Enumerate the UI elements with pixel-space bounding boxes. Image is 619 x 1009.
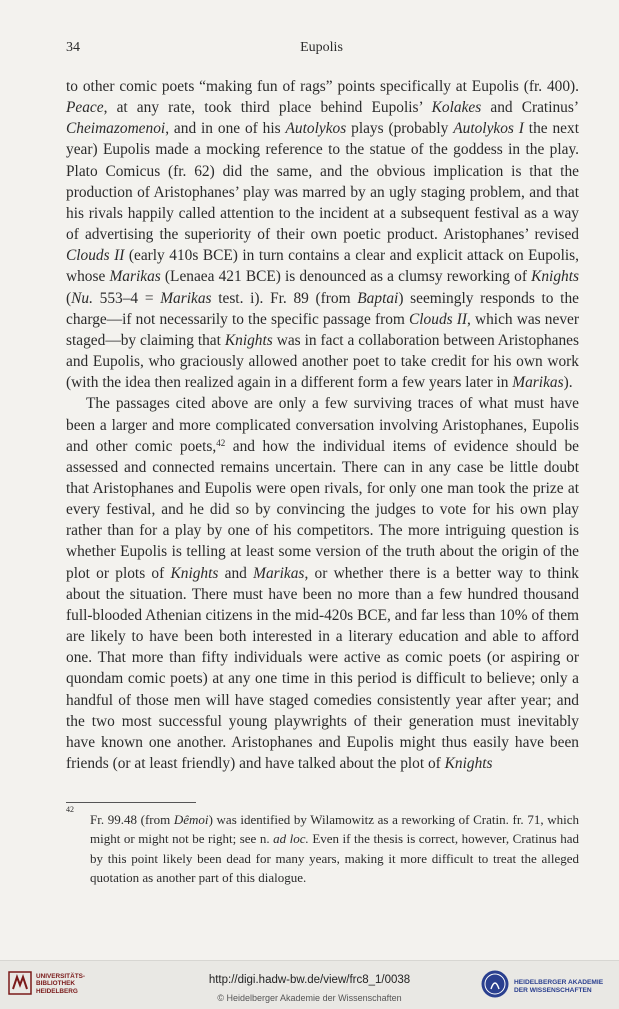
italic-title: Kolakes [431, 99, 482, 117]
permalink-url[interactable]: http://digi.hadw-bw.de/view/frc8_1/0038 [208, 974, 411, 986]
footnote-rule [66, 802, 196, 803]
footnote-text: Fr. 99.48 (from Dêmoi) was identified by Wilamowitz as a reworking of Cratin. fr. 71, which might or might not be right; see n. ad loc. Even if the thesis is correct, however, Cratinus had by this point likely been dead for many years, making it more difficult to treat the alleged quotation as another part of this dialogue. [90, 812, 579, 885]
italic-title: Knights [531, 268, 579, 286]
page-number: 34 [66, 40, 80, 55]
hadw-seal-icon [480, 969, 510, 999]
ub-logo-line-3: HEIDELBERG [36, 987, 78, 995]
italic-title: Dêmoi [173, 812, 209, 827]
italic-title: ad loc. [273, 831, 309, 847]
paragraph-1: to other comic poets “making fun of rags” points specifically at Eupolis (fr. 400). Peace, at any rate, took third place behind Eupolis’ Kolakes and Cratinus’ Cheimazomenoi, and in one of his Autolykos plays (probably Autolykos I the next year) Eupolis made a mocking reference to the statue of the goddess in the play. Plato Comicus (fr. 62) did the same, and the obvious implication is that the production of Aristophanes’ play was marred by an ugly staging problem, and that his rivals happily called attention to the incident at a subsequent festival as a way of advertising the superiority of their own poetic product. Aristophanes’ revised Clouds II (early 410s BCE) in turn contains a clear and explicit attack on Eupolis, whose Marikas (Lenaea 421 BCE) is denounced as a clumsy reworking of Knights (Nu. 553–4 = Marikas test. i). Fr. 89 (from Baptai) seemingly responds to the charge—if not necessarily to the specific passage from Clouds II, which was never staged—by claiming that Knights was in fact a collaboration between Aristophanes and Eupolis, who graciously allowed another poet to take credit for his own work (with the idea then realized again in a different form a few years later in Marikas). [66, 78, 580, 392]
ub-logo-line-1: UNIVERSITÄTS- [36, 973, 85, 980]
hadw-logo-text [514, 979, 603, 995]
italic-title: Baptai [357, 289, 399, 307]
italic-title: Peace [66, 99, 104, 117]
italic-title: Marikas [160, 289, 212, 307]
italic-title: Clouds II [66, 247, 125, 265]
italic-title: Marikas [512, 374, 564, 392]
viewer-footer [0, 960, 619, 1009]
italic-title: Autolykos [285, 120, 347, 138]
hadw-logo-line-2: DER WISSENSCHAFTEN [514, 987, 592, 994]
italic-title: Marikas [253, 564, 305, 582]
body-text [66, 76, 579, 774]
italic-title: Cheimazomenoi [66, 120, 166, 138]
italic-title: Clouds II [409, 310, 468, 328]
italic-title: Autolykos I [453, 120, 524, 138]
ub-logo-line-2: BIBLIOTHEK [36, 980, 76, 988]
page-header [66, 40, 577, 60]
italic-title: Knights [444, 755, 493, 772]
italic-title: Knights [170, 564, 219, 582]
paragraph-2: The passages cited above are only a few surviving traces of what must have been a larger and more complicated conversation involving Aristophanes, Eupolis and other comic poets,$^{42}$ and how the individual items of evidence should be assessed and connected remains uncertain. There can in any case be little doubt that Aristophanes and Eupolis were open rivals, for only one man took the prize at every festival, and he did so by convincing the judges to vote for his own play rather than for a play by one of his competitors. The more intriguing question is whether Eupolis is telling at least some version of the truth about the origin of the plot or plots of Knights and Marikas, or whether there is a better way to think about the situation. There must have been no more than a few hundred thousand full-blooded Athenian citizens in the mid-420s BCE, and far less than 10% of them are likely to have been both interested in a literary education and able to afford one. That more than fifty individuals were active as comic poets (or aspiring or quondam comic poets) at any one time in this period is difficult to believe; only a handful of those men will have staged comedies consistently year after year; and the two most successful young playwrights of their generation must inevitably have known one another. Aristophanes and Eupolis might thus easily have been friends (or at least friendly) and have talked about the plot of Knights [66, 395, 579, 772]
footnote: 42 Fr. 99.48 (from Dêmoi) was identified by Wilamowitz as a reworking of Cratin. fr. 71, which might or might not be right; see n. ad loc. Even if the thesis is correct, however, Cratinus had by this point likely been dead for many years, making it more difficult to treat the alleged quotation as another part of this dialogue. [66, 810, 579, 887]
italic-title: Knights [224, 331, 273, 349]
footnote-reference[interactable]: 42 [216, 437, 226, 448]
italic-title: Nu. [71, 289, 93, 307]
copyright-notice: © Heidelberger Akademie der Wissenschaften [217, 993, 402, 1003]
hadw-logo[interactable] [480, 969, 615, 1001]
italic-title: Marikas [109, 268, 161, 286]
running-title: Eupolis [300, 40, 343, 55]
hadw-logo-line-1: HEIDELBERGER AKADEMIE [514, 979, 604, 986]
